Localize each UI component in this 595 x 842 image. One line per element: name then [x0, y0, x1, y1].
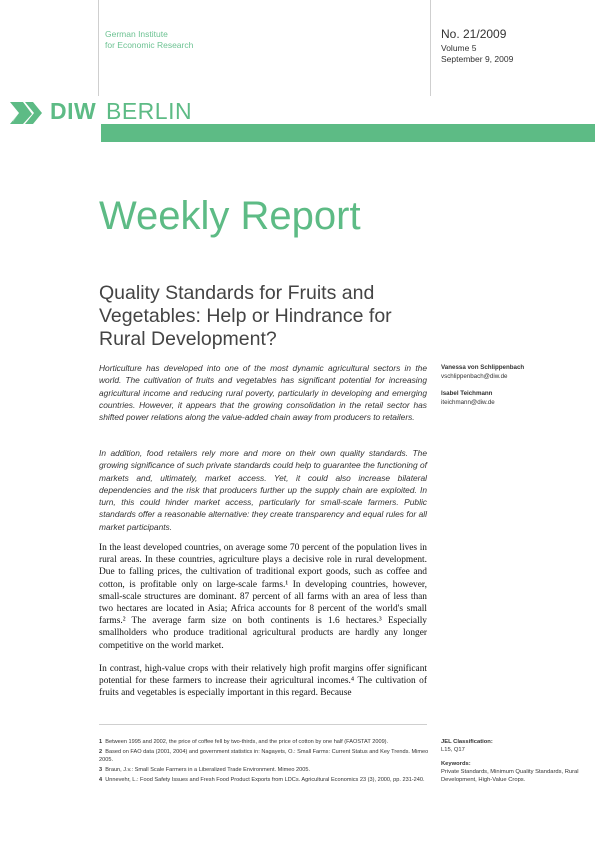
footnote-1: 1 Between 1995 and 2002, the price of coffee fell by two-thirds, and the price of cotton by one half (FAOSTAT 2009).	[99, 739, 389, 745]
right-column-line	[430, 0, 431, 96]
author-2-name: Isabel Teichmann	[441, 390, 493, 397]
keywords-label: Keywords:	[441, 761, 471, 767]
footnote-2: 2 Based on FAO data (2001, 2004) and government statistics in: Nagayets, O.: Small Farms: Current Status and Key Trends. Mimeo 2005.	[99, 749, 429, 763]
header-green-bar	[101, 124, 595, 142]
author-1	[441, 363, 591, 381]
body-paragraph-1: In the least developed countries, on average some 70 percent of the population lives in rural areas. In these countries, agriculture plays a decisive role in rural development. Due to falling prices, the cultivation of traditional export goods, such as coffee and cotton, is profitable only on large-scale farms.¹ In developing countries, however, small-scale structures are dominant. 87 percent of all farms with an area of less than two hectares are located in Asia; Africa accounts for 8 percent of the world's small farms.² The average farm size on both continents is 1.6 hectares.³ Especially smallholders who produce traditional agricultural products are hardly any longer competitive on the world market.	[99, 543, 427, 651]
abstract-paragraph-1: Horticulture has developed into one of the most dynamic agricultural sectors in the world. The cultivation of fruits and vegetables has significant potential for increasing agricultural income and reducing rural poverty, particularly in developing and emerging countries. However, it appears that the growing consolidation in the retail sector has shifted power relations along the value-added chain away from producers to retailers.	[99, 363, 427, 423]
issue-number: No. 21/2009	[441, 27, 507, 41]
footnote-divider	[99, 724, 427, 725]
footnotes	[99, 738, 429, 786]
jel-classification	[441, 738, 581, 784]
author-2-email[interactable]: iteichmann@diw.de	[441, 399, 495, 406]
author-2	[441, 389, 591, 407]
logo-diw-text: DIW	[50, 98, 97, 124]
footnote-4: 4 Unnevehr, L.: Food Safety Issues and Fresh Food Product Exports from LDCs. Agricultural Economics 23 (3), 2000, pp. 231-240.	[99, 777, 425, 783]
left-margin-line	[98, 0, 99, 96]
body-paragraph-2: In contrast, high-value crops with their relatively high profit margins offer significant potential for these farmers to increase their agricultural incomes.⁴ The cultivation of fruits and vegetables is especially important in this regard. Because	[99, 664, 427, 699]
volume: Volume 5	[441, 43, 477, 53]
logo-berlin-text: BERLIN	[106, 98, 193, 124]
report-type-heading: Weekly Report	[99, 194, 361, 238]
abstract-paragraph-2: In addition, food retailers rely more and more on their own quality standards. The growing significance of such private standards could help to guarantee the functioning of markets and, ultimately, market access. Yet, it could also increase bilateral dependencies and the risk that producers further up the supply chain are exploited. In turn, this could hinder market access, particularly for small-scale farmers. Public standards offer a reasonable alternative: they create transparency and equal rules for all market participants.	[99, 448, 427, 532]
institute-line-1: German Institute	[105, 29, 168, 39]
institute-name	[105, 29, 193, 51]
diw-logo-mark-icon	[10, 100, 46, 124]
issue-date: September 9, 2009	[441, 54, 514, 64]
keywords: Private Standards, Minimum Quality Standards, Rural Development, High-Value Crops.	[441, 769, 579, 783]
jel-codes: L15, Q17	[441, 747, 465, 753]
institute-line-2: for Economic Research	[105, 40, 194, 50]
article-title: Quality Standards for Fruits and Vegetables: Help or Hindrance for Rural Development?	[99, 282, 392, 350]
author-1-email[interactable]: vschlippenbach@diw.de	[441, 373, 508, 380]
author-1-name: Vanessa von Schlippenbach	[441, 364, 525, 371]
issue-details	[441, 43, 513, 65]
jel-label: JEL Classification:	[441, 739, 493, 745]
footnote-3: 3 Braun, J.v.: Small Scale Farmers in a Liberalized Trade Environment. Mimeo 2005.	[99, 767, 311, 773]
